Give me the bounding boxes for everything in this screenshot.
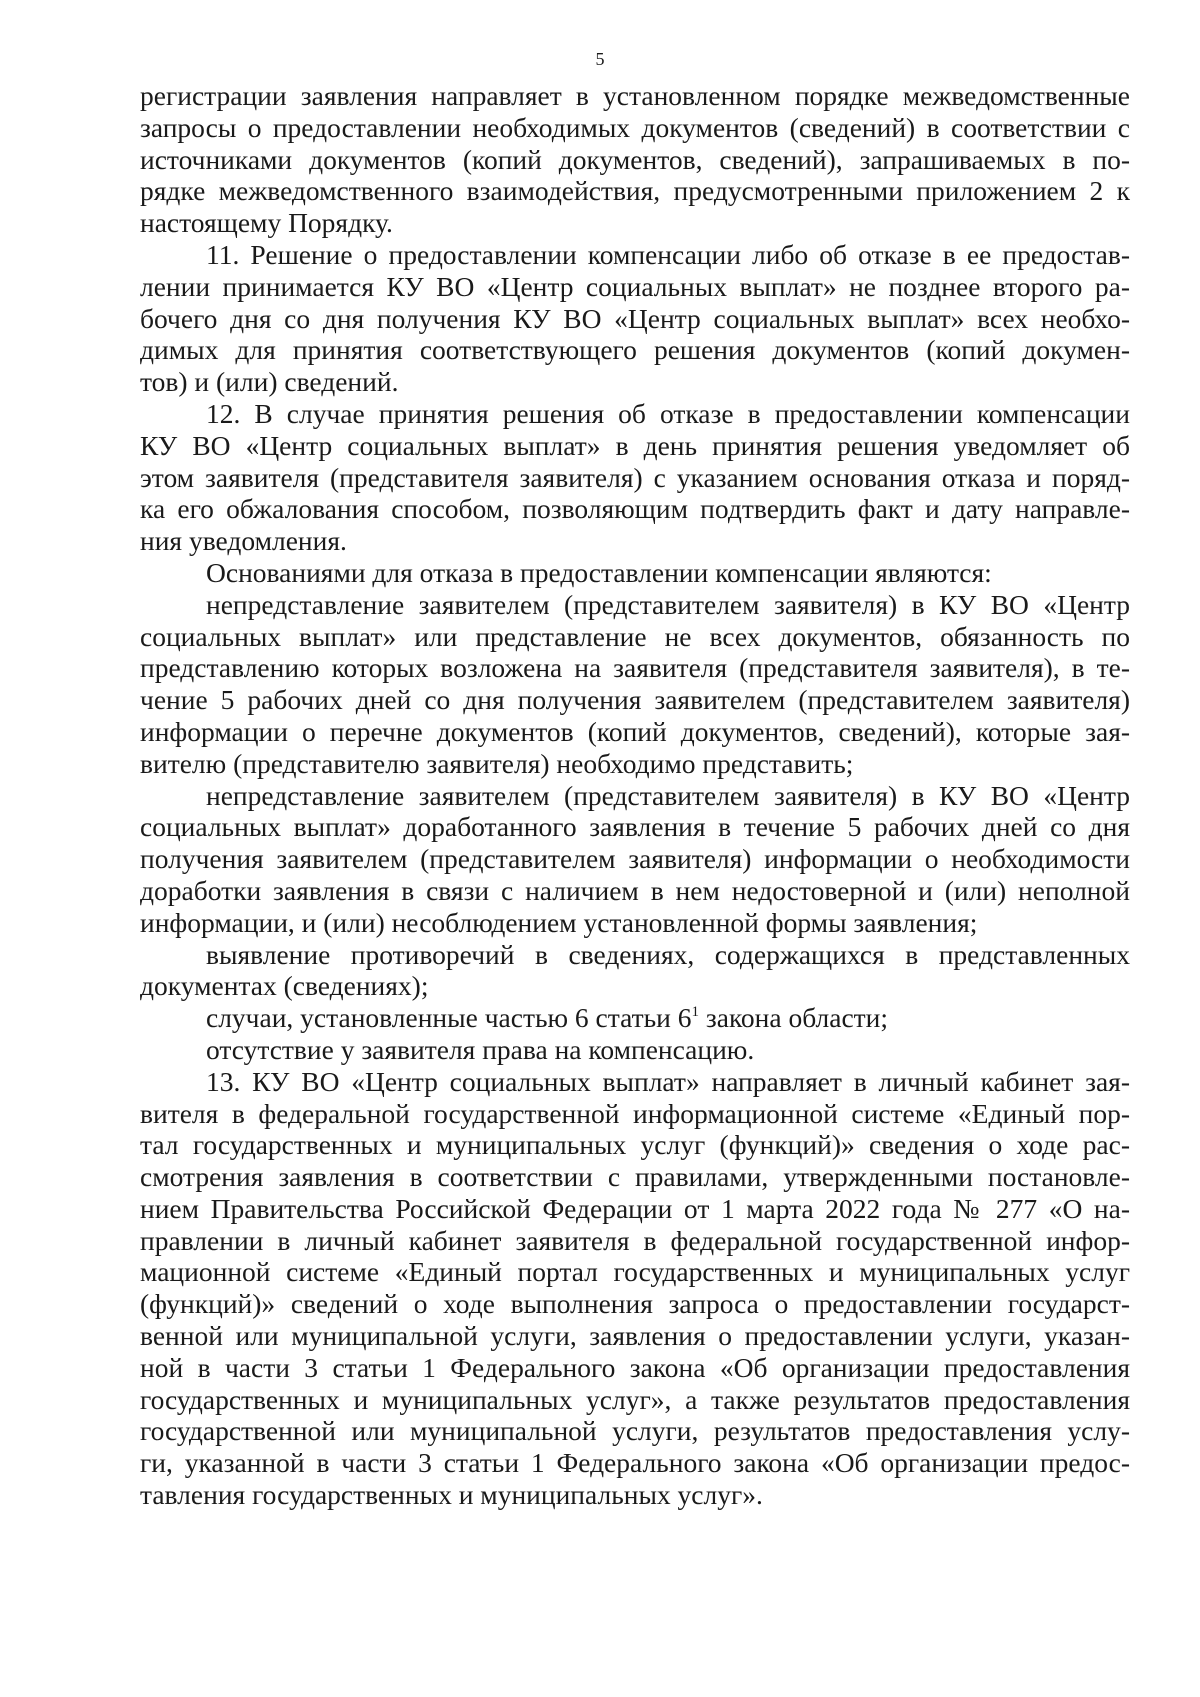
text-line: социальных выплат» или представление не всех документов, обязанность по [140, 620, 1130, 652]
text-line: ка его обжалования способом, позволяющим подтвердить факт и дату направле- [140, 493, 1130, 525]
text-line: доработки заявления в связи с наличием в нем недостоверной и (или) неполной [140, 874, 1130, 906]
text-line: получения заявителем (представителем заявителя) информации о необходимости [140, 843, 1130, 875]
text-line: нием Правительства Российской Федерации от 1 марта 2022 года № 277 «О на- [140, 1192, 1130, 1224]
text-line: запросы о предоставлении необходимых документов (сведений) в соответствии с [140, 111, 1130, 143]
text-line: рядке межведомственного взаимодействия, предусмотренными приложением 2 к [140, 175, 1130, 207]
text-line-part: случаи, установленные частью 6 статьи 6 [206, 1002, 692, 1034]
text-line: тавления государственных и муниципальных услуг». [140, 1479, 763, 1511]
text-line: 13. КУ ВО «Центр социальных выплат» направляет в личный кабинет зая- [206, 1065, 1130, 1097]
document-body [140, 80, 1130, 1511]
text-line [140, 1002, 1130, 1034]
text-line: непредставление заявителем (представителем заявителя) в КУ ВО «Центр [206, 779, 1130, 811]
text-line: правлении в личный кабинет заявителя в федеральной государственной инфор- [140, 1224, 1130, 1256]
text-line-part: закона области; [699, 1002, 889, 1034]
text-line: ной в части 3 статьи 1 Федерального закона «Об организации предоставления [140, 1351, 1130, 1383]
text-line: социальных выплат» доработанного заявления в течение 5 рабочих дней со дня [140, 811, 1130, 843]
text-line: источниками документов (копий документов, сведений), запрашиваемых в по- [140, 143, 1130, 175]
text-line: ги, указанной в части 3 статьи 1 Федерального закона «Об организации предос- [140, 1447, 1130, 1479]
text-line: государственной или муниципальной услуги, результатов предоставления услу- [140, 1415, 1130, 1447]
text-line: информации, и (или) несоблюдением установленной формы заявления; [140, 906, 978, 938]
text-line: регистрации заявления направляет в установленном порядке межведомственные [140, 80, 1130, 111]
text-line: вителя в федеральной государственной информационной системе «Единый пор- [140, 1097, 1130, 1129]
text-line: документах (сведениях); [140, 970, 429, 1002]
text-line: отсутствие у заявителя права на компенсацию. [206, 1033, 755, 1065]
text-line: ния уведомления. [140, 525, 347, 557]
text-line: венной или муниципальной услуги, заявления о предоставлении услуги, указан- [140, 1320, 1130, 1352]
text-line: КУ ВО «Центр социальных выплат» в день принятия решения уведомляет об [140, 429, 1130, 461]
page-number: 5 [595, 49, 605, 69]
text-line: (функций)» сведений о ходе выполнения запроса о предоставлении государст- [140, 1288, 1130, 1320]
text-line: настоящему Порядку. [140, 207, 393, 239]
text-line: 11. Решение о предоставлении компенсации либо об отказе в ее предостав- [206, 238, 1130, 270]
text-line: представлению которых возложена на заявителя (представителя заявителя), в те- [140, 652, 1130, 684]
text-line: Основаниями для отказа в предоставлении компенсации являются: [206, 556, 992, 588]
text-line: этом заявителя (представителя заявителя) с указанием основания отказа и поряд- [140, 461, 1130, 493]
text-line: тал государственных и муниципальных услуг (функций)» сведения о ходе рас- [140, 1129, 1130, 1161]
text-line: димых для принятия соответствующего решения документов (копий докумен- [140, 334, 1130, 366]
superscript: 1 [691, 1004, 700, 1021]
text-line: чение 5 рабочих дней со дня получения заявителем (представителем заявителя) [140, 684, 1130, 716]
text-line: лении принимается КУ ВО «Центр социальных выплат» не позднее второго ра- [140, 270, 1130, 302]
text-line: информации о перечне документов (копий документов, сведений), которые зая- [140, 715, 1130, 747]
text-line: бочего дня со дня получения КУ ВО «Центр социальных выплат» всех необхо- [140, 302, 1130, 334]
text-line: смотрения заявления в соответствии с правилами, утвержденными постановле- [140, 1161, 1130, 1193]
text-line: тов) и (или) сведений. [140, 366, 399, 398]
text-line: государственных и муниципальных услуг», а также результатов предоставления [140, 1383, 1130, 1415]
text-line: выявление противоречий в сведениях, содержащихся в представленных [206, 938, 1130, 970]
text-line: мационной системе «Единый портал государственных и муниципальных услуг [140, 1256, 1130, 1288]
text-line: вителю (представителю заявителя) необходимо представить; [140, 747, 854, 779]
text-line: непредставление заявителем (представителем заявителя) в КУ ВО «Центр [206, 588, 1130, 620]
text-line: 12. В случае принятия решения об отказе в предоставлении компенсации [206, 397, 1130, 429]
